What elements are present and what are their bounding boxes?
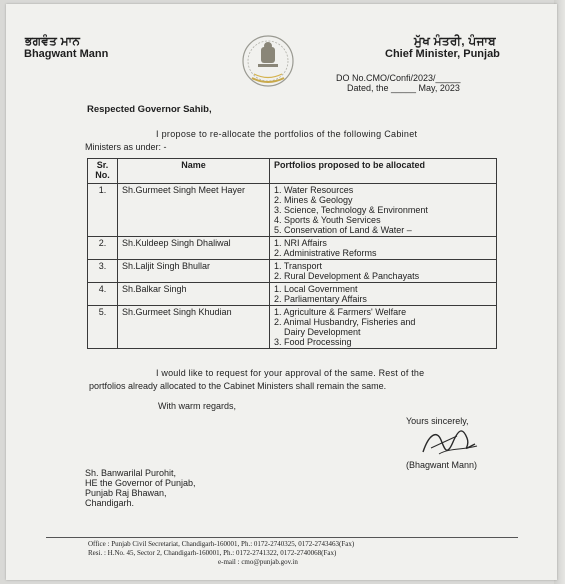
header-name: Name bbox=[118, 159, 270, 184]
table-row bbox=[88, 260, 497, 283]
table-row bbox=[88, 184, 497, 237]
portfolio-item: 5. Conservation of Land & Water – bbox=[274, 225, 412, 235]
portfolio-table bbox=[87, 158, 497, 349]
portfolio-item: 2. Mines & Geology bbox=[274, 195, 353, 205]
yours-sincerely: Yours sincerely, bbox=[406, 416, 469, 426]
intro-line-2: Ministers as under: - bbox=[85, 142, 167, 152]
table-row bbox=[88, 306, 497, 349]
portfolio-item: Dairy Development bbox=[284, 327, 361, 337]
portfolio-item: 2. Administrative Reforms bbox=[274, 248, 377, 258]
portfolio-item: 1. Water Resources bbox=[274, 185, 354, 195]
footer-divider bbox=[46, 537, 518, 538]
portfolio-list bbox=[270, 237, 497, 260]
footer-residence: Resi. : H.No. 45, Sector 2, Chandigarh-160001, Ph.: 0172-2741322, 0172-2740068(Fax) bbox=[88, 549, 337, 557]
punjabi-title: ਮੁੱਖ ਮੰਤਰੀ, ਪੰਜਾਬ bbox=[414, 34, 496, 48]
sender-name: Bhagwant Mann bbox=[24, 48, 109, 60]
header-portfolios: Portfolios proposed to be allocated bbox=[270, 159, 497, 184]
minister-name: Sh.Kuldeep Singh Dhaliwal bbox=[118, 237, 270, 260]
date-line: Dated, the _____ May, 2023 bbox=[347, 83, 460, 93]
footer-office: Office : Punjab Civil Secretariat, Chandigarh-160001, Ph.: 0172-2740325, 0172-2743463(Fax) bbox=[88, 540, 355, 548]
handwritten-signature bbox=[419, 422, 481, 462]
addressee-line: Punjab Raj Bhawan, bbox=[85, 488, 167, 498]
minister-name: Sh.Balkar Singh bbox=[118, 283, 270, 306]
regards: With warm regards, bbox=[158, 401, 237, 411]
minister-name: Sh.Gurmeet Singh Meet Hayer bbox=[118, 184, 270, 237]
portfolio-item: 1. NRI Affairs bbox=[274, 238, 327, 248]
portfolio-item: 3. Science, Technology & Environment bbox=[274, 205, 428, 215]
portfolio-item: 2. Rural Development & Panchayats bbox=[274, 271, 420, 281]
row-sr-no: 4. bbox=[88, 283, 118, 306]
footer-email: e-mail : cmo@punjab.gov.in bbox=[218, 558, 298, 566]
portfolio-item: 1. Transport bbox=[274, 261, 323, 271]
minister-name: Sh.Gurmeet Singh Khudian bbox=[118, 306, 270, 349]
table-row bbox=[88, 237, 497, 260]
table-row bbox=[88, 283, 497, 306]
portfolio-list bbox=[270, 260, 497, 283]
portfolio-item: 1. Local Government bbox=[274, 284, 358, 294]
portfolio-list bbox=[270, 283, 497, 306]
portfolio-list bbox=[270, 184, 497, 237]
row-sr-no: 5. bbox=[88, 306, 118, 349]
closing-line-1: I would like to request for your approval of the same. Rest of the bbox=[156, 368, 425, 378]
salutation: Respected Governor Sahib, bbox=[87, 104, 212, 115]
do-number: DO No.CMO/Confi/2023/_____ bbox=[336, 73, 461, 83]
table-header-row bbox=[88, 159, 497, 184]
portfolio-item: 2. Animal Husbandry, Fisheries and bbox=[274, 317, 416, 327]
minister-name: Sh.Laljit Singh Bhullar bbox=[118, 260, 270, 283]
row-sr-no: 1. bbox=[88, 184, 118, 237]
emblem-seal-icon bbox=[236, 34, 300, 92]
intro-line-1: I propose to re-allocate the portfolios of the following Cabinet bbox=[156, 129, 418, 139]
portfolio-item: 1. Agriculture & Farmers' Welfare bbox=[274, 307, 407, 317]
closing-line-2: portfolios already allocated to the Cabinet Ministers shall remain the same. bbox=[89, 381, 387, 391]
portfolio-item: 3. Food Processing bbox=[274, 337, 352, 347]
portfolio-item: 4. Sports & Youth Services bbox=[274, 215, 381, 225]
row-sr-no: 3. bbox=[88, 260, 118, 283]
addressee-line: Chandigarh. bbox=[85, 498, 135, 508]
portfolio-item: 2. Parliamentary Affairs bbox=[274, 294, 367, 304]
signer-name: (Bhagwant Mann) bbox=[406, 460, 478, 470]
portfolio-list bbox=[270, 306, 497, 349]
addressee-line: Sh. Banwarilal Purohit, bbox=[85, 468, 177, 478]
punjabi-name: ਭਗਵੰਤ ਮਾਨ bbox=[25, 34, 81, 48]
header-sr-no: Sr. No. bbox=[88, 159, 118, 184]
row-sr-no: 2. bbox=[88, 237, 118, 260]
addressee-line: HE the Governor of Punjab, bbox=[85, 478, 196, 488]
letter-page bbox=[6, 4, 557, 580]
sender-title: Chief Minister, Punjab bbox=[385, 48, 500, 60]
